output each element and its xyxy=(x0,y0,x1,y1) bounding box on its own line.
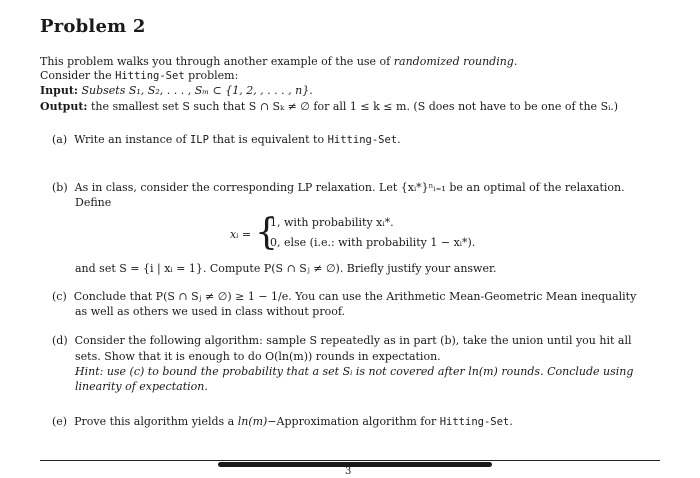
output-label: Output: xyxy=(40,100,88,113)
part-b-line-1 xyxy=(52,181,625,195)
part-label: (a) xyxy=(52,133,68,146)
part-b-text: As in class, consider the corresponding LP relaxation. Let {xᵢ*}ⁿᵢ₌₁ be an optimal of the relaxation. xyxy=(74,181,625,194)
part-a-text: Write an instance of xyxy=(74,133,190,146)
approx-factor: ln(m) xyxy=(237,415,268,428)
part-d-line-2: sets. Show that it is enough to do O(ln(m)) rounds in expectation. xyxy=(75,350,441,363)
piecewise-lhs: xᵢ = xyxy=(230,228,252,241)
intro-text: This problem walks you through another example of the use of xyxy=(40,55,394,68)
footer-rule xyxy=(40,460,660,461)
problem-title: Problem 2 xyxy=(40,16,146,37)
ilp-term: ILP xyxy=(189,134,209,146)
part-label: (d) xyxy=(52,334,68,347)
intro-line-2 xyxy=(40,69,238,83)
intro-text: Consider the xyxy=(40,69,116,82)
output-text: the smallest set S such that S ∩ Sₖ ≠ ∅ for all 1 ≤ k ≤ m. (S does not have to be one of the Sᵢ.) xyxy=(87,100,619,113)
problem-name: Hitting-Set xyxy=(327,134,398,146)
intro-line-1 xyxy=(40,55,517,69)
part-e-text: −Approximation algorithm for xyxy=(267,415,440,428)
hint-line-1: Hint: use (c) to bound the probability that a set Sᵢ is not covered after ln(m) rounds. Conclude using xyxy=(75,365,634,378)
part-a-text: that is equivalent to xyxy=(208,133,328,146)
part-d-text: Consider the following algorithm: sample S repeatedly as in part (b), take the union until you hit all xyxy=(74,334,632,347)
part-label: (b) xyxy=(52,181,68,194)
problem-name: Hitting-Set xyxy=(115,70,185,82)
part-e-text: . xyxy=(509,415,513,428)
hint-line-2: linearity of expectation. xyxy=(75,380,208,393)
part-b-line-3: and set S = {i | xᵢ = 1}. Compute P(S ∩ Sⱼ ≠ ∅). Briefly justify your answer. xyxy=(75,262,497,275)
input-line xyxy=(40,84,313,98)
part-c-text: Conclude that P(S ∩ Sⱼ ≠ ∅) ≥ 1 − 1/e. You can use the Arithmetic Mean-Geometric Mean inequality xyxy=(73,290,637,303)
intro-emphasis: randomized rounding. xyxy=(393,55,518,68)
part-d-line-1 xyxy=(52,334,632,348)
page-number: 3 xyxy=(345,466,352,477)
input-label: Input: xyxy=(40,84,78,97)
part-c-line-1 xyxy=(52,290,636,304)
scroll-indicator[interactable] xyxy=(218,462,492,467)
part-a xyxy=(52,133,401,147)
intro-text: problem: xyxy=(184,69,239,82)
part-e-text: Prove this algorithm yields a xyxy=(74,415,238,428)
case-2: 0, else (i.e.: with probability 1 − xᵢ*). xyxy=(270,236,476,249)
output-line xyxy=(40,100,618,114)
problem-name: Hitting-Set xyxy=(439,416,510,428)
part-label: (e) xyxy=(52,415,68,428)
input-text: Subsets S₁, S₂, . . . , Sₘ ⊂ {1, 2, , . . . , n}. xyxy=(77,84,313,97)
part-b-line-2: Define xyxy=(75,196,112,209)
part-a-text: . xyxy=(397,133,401,146)
part-e xyxy=(52,415,513,429)
left-brace: { xyxy=(255,212,278,253)
part-label: (c) xyxy=(52,290,67,303)
case-1: 1, with probability xᵢ*. xyxy=(270,216,394,229)
part-c-line-2: as well as others we used in class without proof. xyxy=(75,305,345,318)
